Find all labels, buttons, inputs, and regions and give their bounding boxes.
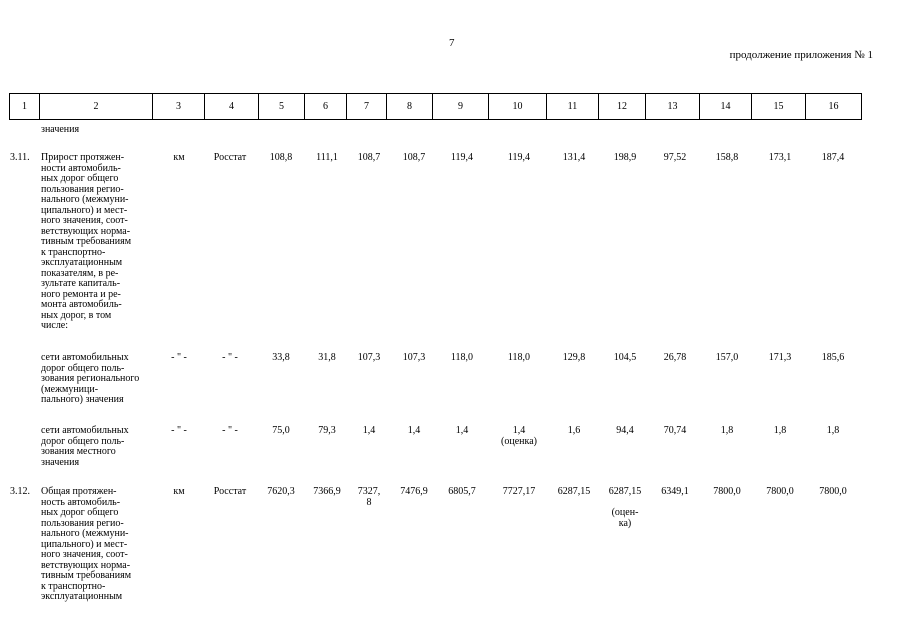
column-header-5: 5 — [259, 94, 305, 120]
value-cell-col-15: 171,3 — [768, 352, 792, 363]
value-cell-col-5: 33,8 — [272, 352, 290, 363]
value-cell-col-6: 111,1 — [316, 152, 338, 163]
value-cell-col-7: 107,3 — [357, 352, 381, 363]
column-header-row — [10, 94, 862, 120]
carry-over-text: значения — [41, 124, 80, 135]
source-cell: - " - — [222, 352, 238, 363]
column-header-16: 16 — [806, 94, 862, 120]
column-header-10: 10 — [489, 94, 547, 120]
value-cell-col-7: 7327, 8 — [357, 486, 381, 508]
value-cell-col-11: 131,4 — [562, 152, 586, 163]
value-cell-col-5: 108,8 — [269, 152, 293, 163]
value-cell-col-9: 119,4 — [450, 152, 474, 163]
value-cell-col-13: 6349,1 — [661, 486, 689, 497]
value-cell-col-13: 97,52 — [663, 152, 687, 163]
value-cell-col-11: 1,6 — [567, 425, 581, 436]
value-cell-col-12: 198,9 — [613, 152, 637, 163]
page-number: 7 — [449, 37, 455, 49]
value-cell-col-6: 31,8 — [318, 352, 336, 363]
value-cell-col-7: 108,7 — [357, 152, 381, 163]
value-cell-col-11: 6287,15 — [557, 486, 591, 497]
column-header-3: 3 — [153, 94, 205, 120]
unit-cell: - " - — [171, 425, 187, 436]
source-cell: - " - — [222, 425, 238, 436]
value-cell-col-10: 7727,17 — [502, 486, 536, 497]
value-cell-col-8: 1,4 — [407, 425, 421, 436]
column-header-15: 15 — [752, 94, 806, 120]
value-cell-col-6: 79,3 — [318, 425, 336, 436]
value-cell-col-13: 26,78 — [663, 352, 687, 363]
value-cell-col-12: 94,4 — [616, 425, 634, 436]
value-cell-col-8: 7476,9 — [400, 486, 428, 497]
column-header-2: 2 — [40, 94, 153, 120]
value-cell-col-16: 185,6 — [821, 352, 845, 363]
value-cell-col-14: 1,8 — [720, 425, 734, 436]
indicator-name: Общая протяжен- ность автомобиль- ных дорог общего пользования регио- нального (межмуни- ципального) и мест- ного значения, соот- ветствующих норма- тивным требованиям к транспортно- эксплуатационным — [41, 486, 132, 602]
value-cell-col-14: 157,0 — [715, 352, 739, 363]
unit-cell: - " - — [171, 352, 187, 363]
unit-cell: км — [173, 152, 185, 163]
column-header-11: 11 — [547, 94, 599, 120]
value-cell-col-16: 7800,0 — [819, 486, 847, 497]
column-header-13: 13 — [646, 94, 700, 120]
value-cell-col-13: 70,74 — [663, 425, 687, 436]
indicator-name: Прирост протяжен- ности автомобиль- ных дорог общего пользования регио- нального (межмуни- ципального) и мест- ного значения, соот- ветствующих норма- тивным требованиям к транспортно- эксплуатационным показателям, в ре- зультате капиталь- ного ремонта и ре- монта автомобиль- ных дорог, в том числе: — [41, 152, 132, 331]
value-cell-col-15: 1,8 — [773, 425, 787, 436]
value-cell-col-15: 7800,0 — [766, 486, 794, 497]
column-header-4: 4 — [205, 94, 259, 120]
column-header-1: 1 — [10, 94, 40, 120]
column-header-7: 7 — [347, 94, 387, 120]
value-cell-col-12: 104,5 — [613, 352, 637, 363]
value-cell-col-10: 119,4 — [507, 152, 531, 163]
value-cell-col-6: 7366,9 — [313, 486, 341, 497]
indicator-name: сети автомобильных дорог общего поль- зования местного значения — [41, 425, 129, 468]
column-header-8: 8 — [387, 94, 433, 120]
row-number: 3.12. — [10, 486, 30, 497]
value-cell-col-8: 107,3 — [402, 352, 426, 363]
value-cell-col-14: 7800,0 — [713, 486, 741, 497]
column-header-14: 14 — [700, 94, 752, 120]
value-cell-col-15: 173,1 — [768, 152, 792, 163]
value-cell-col-7: 1,4 — [362, 425, 376, 436]
value-cell-col-11: 129,8 — [562, 352, 586, 363]
value-cell-col-5: 75,0 — [272, 425, 290, 436]
continuation-label: продолжение приложения № 1 — [729, 49, 873, 61]
value-cell-col-9: 1,4 — [455, 425, 469, 436]
indicator-name: сети автомобильных дорог общего поль- зования регионального (межмуници- пального) значения — [41, 352, 140, 405]
column-header-12: 12 — [599, 94, 646, 120]
column-header-table — [9, 93, 862, 120]
value-cell-col-9: 118,0 — [450, 352, 474, 363]
unit-cell: км — [173, 486, 185, 497]
source-cell: Росстат — [213, 486, 247, 497]
value-cell-col-12: 6287,15 (оцен- ка) — [608, 486, 642, 529]
source-cell: Росстат — [213, 152, 247, 163]
value-cell-col-10: 1,4 (оценка) — [501, 425, 537, 447]
value-cell-col-10: 118,0 — [507, 352, 531, 363]
value-cell-col-8: 108,7 — [402, 152, 426, 163]
value-cell-col-16: 187,4 — [821, 152, 845, 163]
value-cell-col-9: 6805,7 — [448, 486, 476, 497]
column-header-9: 9 — [433, 94, 489, 120]
value-cell-col-5: 7620,3 — [267, 486, 295, 497]
value-cell-col-14: 158,8 — [715, 152, 739, 163]
value-cell-col-16: 1,8 — [826, 425, 840, 436]
column-header-6: 6 — [305, 94, 347, 120]
row-number: 3.11. — [10, 152, 30, 163]
